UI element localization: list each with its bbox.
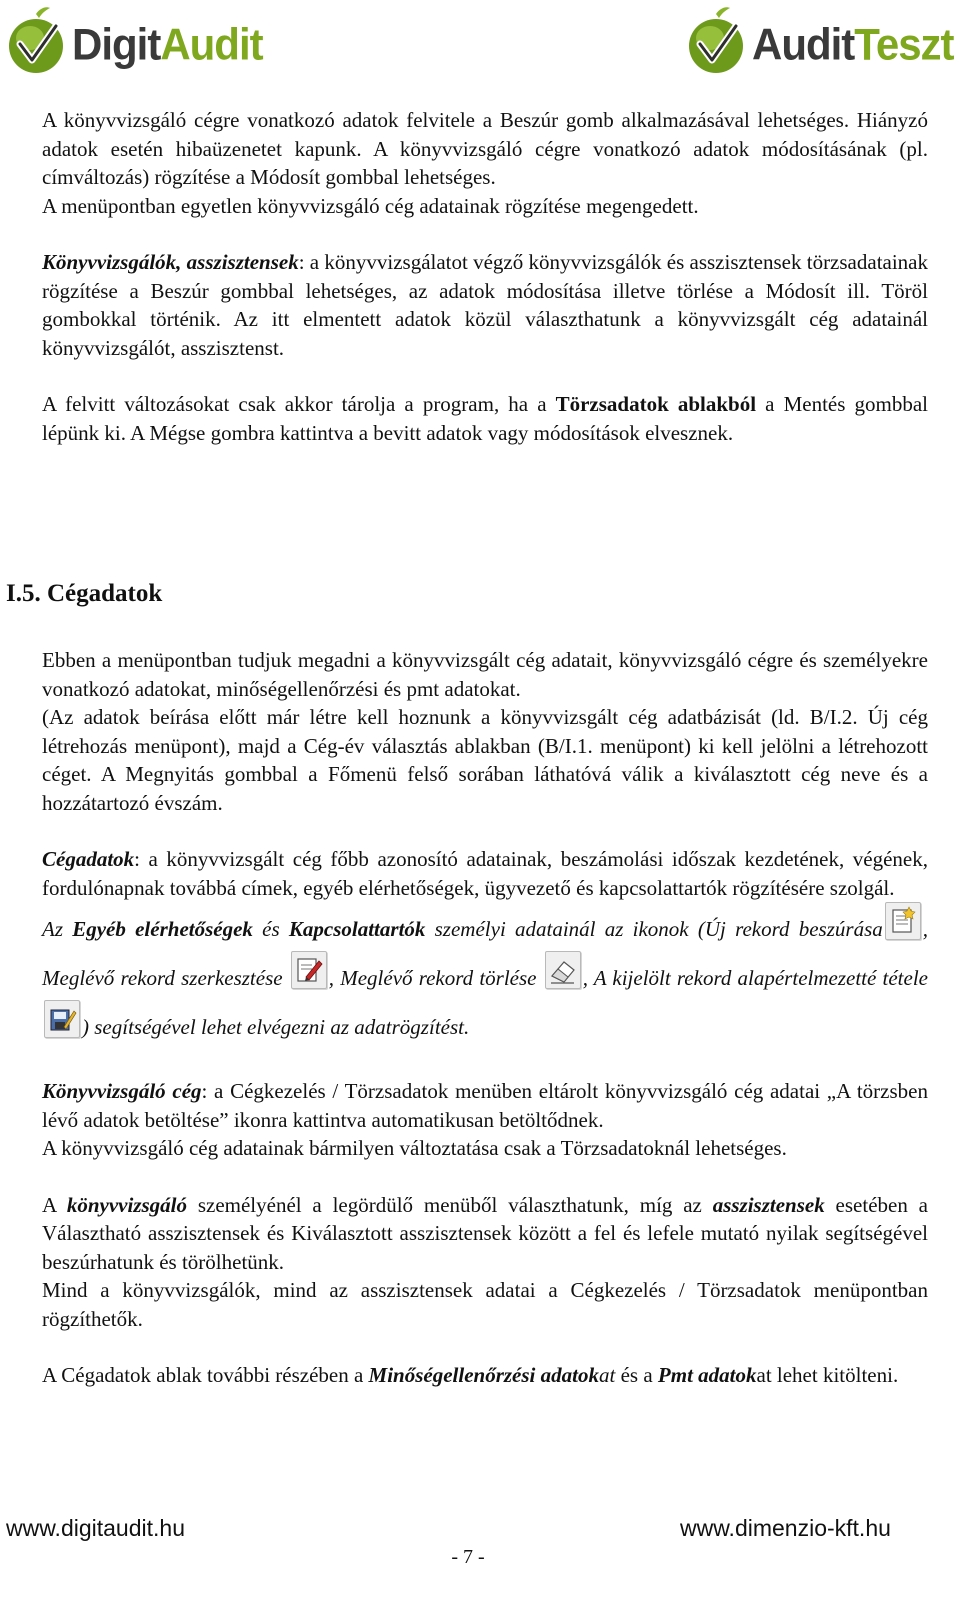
term-auditors: Könyvvizsgálók, asszisztensek (42, 250, 299, 274)
paragraph-text: esetében a Választható asszisztensek és Kiválasztott asszisztensek között a fel és lefele mutató nyilak segítségével beszúrhatunk és törölhetünk. (42, 1192, 928, 1274)
paragraph-auditor-selection (42, 1191, 928, 1277)
paragraph-master-data: Mind a könyvvizsgálók, mind az asszisztensek adatai a Cégkezelés / Törzsadatok menüpontban rögzíthetők. (42, 1278, 928, 1331)
paragraph-text: A (42, 1192, 67, 1217)
paragraph-quality-pmt (42, 1361, 928, 1390)
paragraph-text: A Cégadatok ablak további részében a (42, 1363, 369, 1387)
paragraph-text: at lehet kitölteni. (756, 1363, 899, 1387)
footer-left-url: www.digitaudit.hu (6, 1515, 185, 1541)
term-quality-data: Minőségellenőrzési adatok (368, 1363, 599, 1387)
footer-right-url: www.dimenzio-kft.hu (680, 1515, 891, 1541)
set-default-icon[interactable] (44, 1000, 80, 1038)
paragraph-text: : a Cégkezelés / Törzsadatok menüben eltárolt könyvvizsgáló cég adatai „A törzsben lévő adatok betöltése” ikonra kattintva automatikusan betöltődnek. (42, 1079, 928, 1132)
paragraph-text: , A kijelölt rekord alapértelmezetté tétele (582, 966, 928, 990)
term-other-contacts: Egyéb elérhetőségek (72, 917, 253, 941)
paragraph-text: és (252, 917, 289, 941)
term-contacts: Kapcsolattartók (288, 917, 426, 941)
paragraph-text: a Mentés gombbal lépünk ki. A Mégse gombra kattintva a bevitt adatok vagy módosítások elvesznek. (42, 392, 928, 445)
auditteszt-logo (686, 6, 954, 76)
digitaudit-logo (6, 6, 263, 76)
digitaudit-logo-text (72, 19, 263, 70)
auditteszt-logo-text (752, 19, 954, 70)
section-1 (42, 106, 928, 447)
paragraph-text: ) segítségével lehet elvégezni az adatrögzítést. (82, 1015, 470, 1039)
paragraph-auditors (42, 248, 928, 362)
paragraph-intro: Ebben a menüpontban tudjuk megadni a könyvvizsgált cég adatait, könyvvizsgáló cégre és személyekre vonatkozó adatokat, minőségellenőrzési és pmt adatokat. (42, 648, 928, 701)
section-2 (42, 646, 928, 1390)
edit-record-icon[interactable] (291, 951, 327, 989)
apple-check-logo-icon (686, 6, 746, 76)
paragraph-company-data (42, 845, 928, 902)
paragraph-text: személyénél a legördülő menüből választhatunk, míg az (187, 1192, 713, 1217)
paragraph-text: A felvitt változásokat csak akkor tárolja a program, ha a (42, 392, 556, 416)
paragraph-text: Az (42, 917, 73, 941)
paragraph-text: személyi adatainál az ikonok (Új rekord beszúrása (425, 917, 883, 941)
apple-check-logo-icon (6, 6, 66, 76)
new-record-icon[interactable] (885, 902, 921, 940)
section-heading: I.5. Cégadatok (6, 580, 163, 607)
paragraph-text: : a könyvvizsgált cég főbb azonosító adatainak, beszámolási időszak kezdetének, végének, fordulónapnak továbbá címek, egyéb elérhetőségek, ügyvezető és kapcsolattartók rögzítésére szolgál. (42, 847, 928, 900)
term-pmt-data: Pmt adatok (657, 1363, 757, 1387)
term-audit-firm: Könyvvizsgáló cég (42, 1079, 202, 1103)
paragraph-text: : a könyvvizsgálatot végző könyvvizsgálók és asszisztensek törzsadatainak rögzítése a Beszúr gombbal lehetséges, az adatok módosítása illetve törlése a Módosít ill. Töröl gombokkal történik. Az itt elmentett adatok közül választhatunk a könyvvizsgált cég adatainál könyvvizsgálót, asszisztenst. (42, 250, 929, 360)
paragraph-save (42, 390, 928, 447)
paragraph-text: és a (615, 1363, 658, 1387)
paragraph-prerequisite: (Az adatok beírása előtt már létre kell hoznunk a könyvvizsgált cég adatbázisát (ld. B/I.2. Új cég létrehozás menüpont), majd a Cég-év választás ablakban (B/I.1. menüpont) ki kell jelölni a létrehozott céget. A Megnyitás gombbal a Főmenü felső sorában láthatóvá válik a kiválasztott cég neve és a hozzátartozó évszám. (42, 705, 928, 815)
logo-prefix: Audit (752, 19, 855, 70)
paragraph-text: , Meglévő rekord törlése (328, 966, 543, 990)
page-number: - 7 - (451, 1546, 485, 1568)
paragraph-audit-firm (42, 1077, 928, 1134)
logo-prefix: Digit (72, 19, 161, 70)
paragraph-icons (42, 902, 928, 1049)
term-assistants: asszisztensek (712, 1192, 825, 1217)
paragraph-single-company: A menüpontban egyetlen könyvvizsgáló cég adatainak rögzítése megengedett. (42, 193, 699, 218)
delete-record-icon[interactable] (545, 951, 581, 989)
term-company-data: Cégadatok (42, 847, 135, 871)
term-auditor: könyvvizsgáló (66, 1192, 187, 1217)
logo-suffix: Audit (160, 19, 263, 70)
paragraph-audit-firm-changes: A könyvvizsgáló cég adatainak bármilyen változtatása csak a Törzsadatoknál lehetséges. (42, 1136, 787, 1160)
term-master-window: Törzsadatok ablakból (555, 392, 757, 416)
paragraph-beszur: A könyvvizsgáló cégre vonatkozó adatok felvitele a Beszúr gomb alkalmazásával lehetséges. Hiányzó adatok esetén hibaüzenetet kapunk. A könyvvizsgáló cégre vonatkozó adatok módosításának (pl. címváltozás) rögzítése a Módosít gombbal lehetséges. (42, 108, 928, 189)
paragraph-text: , Meglévő rekord szerkesztése (42, 917, 929, 990)
logo-suffix: Teszt (854, 19, 954, 70)
paragraph-text: at (598, 1363, 616, 1387)
